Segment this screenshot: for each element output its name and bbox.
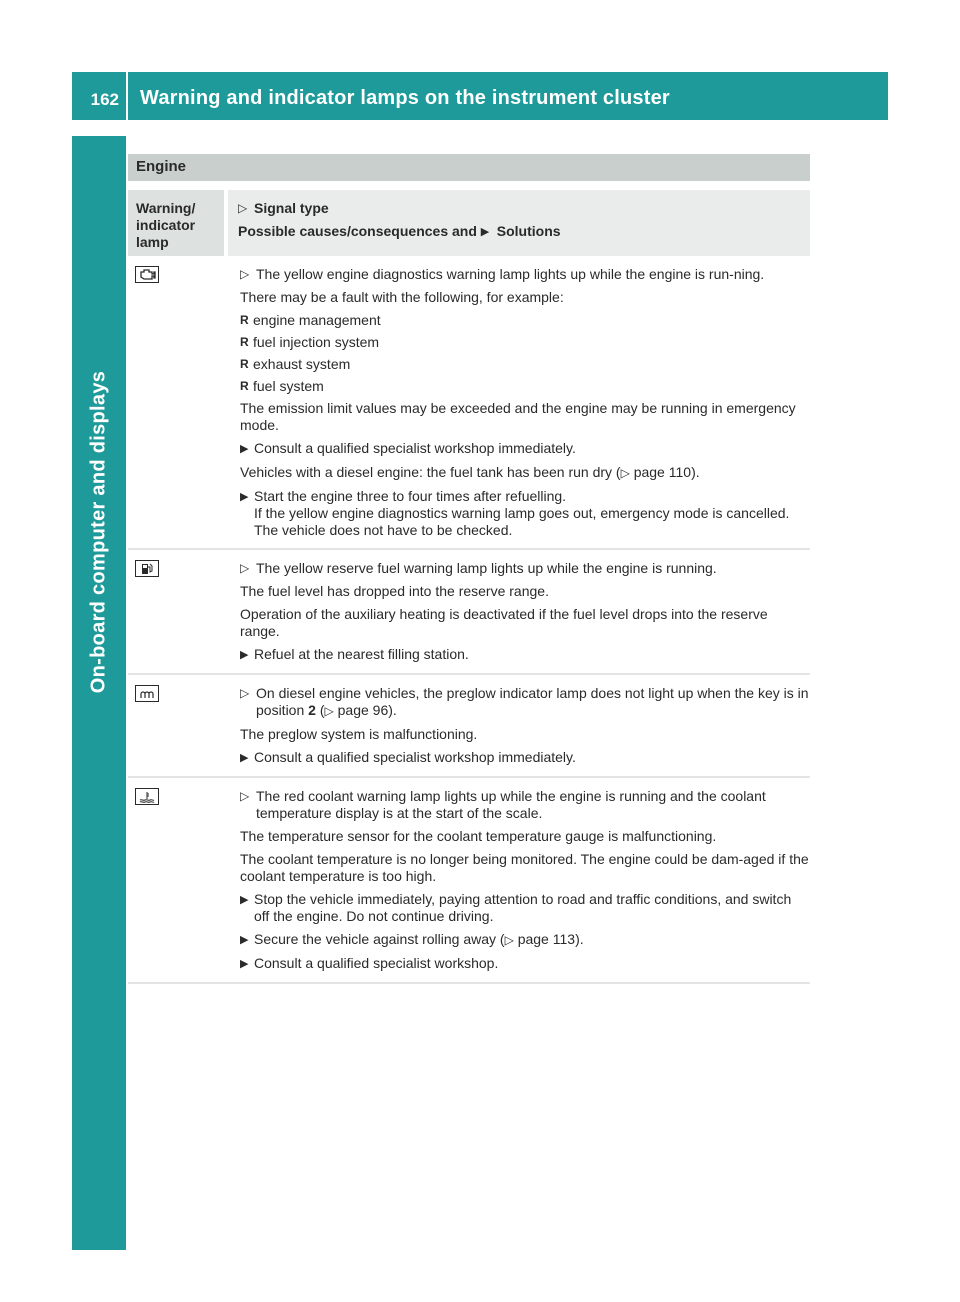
table-row: ▷ On diesel engine vehicles, the preglow indicator lamp does not light up when the key is in position 2 (▷ page 96). The preglow system is malfunctioning. ▶ Consult a qualified specialist workshop immediately. bbox=[128, 675, 810, 778]
page-number: 162 bbox=[72, 72, 126, 120]
signal-symbol-icon: ▷ bbox=[238, 201, 248, 215]
action-arrow-icon: ▶ bbox=[240, 958, 249, 970]
page-reference-link[interactable]: page 110 bbox=[633, 464, 692, 480]
page-reference-link[interactable]: page 113 bbox=[517, 931, 576, 947]
signal-column-header: ▷ Signal type Possible causes/consequences and ▶ Solutions bbox=[228, 190, 810, 256]
preglow-icon bbox=[135, 685, 159, 702]
solution-symbol-icon: ▶ bbox=[480, 225, 490, 238]
table-row: ▷ The yellow reserve fuel warning lamp lights up while the engine is running. The fuel level has dropped into the reserve range. Operation of the auxiliary heating is deactivated if the fuel level drops into the reserve range. ▶ Refuel at the nearest filling station. bbox=[128, 550, 810, 675]
signal-icon: ▷ bbox=[240, 789, 250, 803]
engine-diagnostics-icon bbox=[135, 266, 159, 283]
action-arrow-icon: ▶ bbox=[240, 752, 249, 764]
table-row: ▷ The yellow engine diagnostics warning lamp lights up while the engine is run-ning. There may be a fault with the following, for example: R engine management R fuel injection system R exhaust system R fuel system The emission limit values may be exceeded and the engine may be running in emergency mode. ▶ Consult a qualified specialist workshop immediately. Vehicles with a diesel engine: the fuel tank has been run dry (▷ page 110). ▶ Start the engine three to four times after refuelling. If the yellow engine diagnostics warning lamp goes out, emergency mode is cancelled. The vehicle does not have to be checked. bbox=[128, 256, 810, 550]
action-arrow-icon: ▶ bbox=[240, 649, 249, 661]
action-arrow-icon: ▶ bbox=[240, 443, 249, 455]
side-tab-label: On-board computer and displays bbox=[87, 370, 110, 694]
page-reference-link[interactable]: page 96 bbox=[337, 702, 389, 718]
table-row: ▷ The red coolant warning lamp lights up while the engine is running and the coolant temperature display is at the start of the scale. The temperature sensor for the coolant temperature gauge is malfunctioning. The coolant temperature is no longer being monitored. The engine could be dam-aged if the coolant temperature is too high. ▶ Stop the vehicle immediately, paying attention to road and traffic conditions, and switch off the engine. Do not continue driving. ▶ Secure the vehicle against rolling away (▷ page 113). ▶ Consult a qualified specialist workshop. bbox=[128, 778, 810, 984]
page-title: Warning and indicator lamps on the instrument cluster bbox=[128, 72, 888, 120]
action-arrow-icon: ▶ bbox=[240, 894, 249, 906]
action-arrow-icon: ▶ bbox=[240, 491, 249, 503]
warning-table bbox=[128, 256, 810, 984]
coolant-temperature-icon bbox=[135, 788, 159, 805]
table-header bbox=[128, 190, 810, 256]
reserve-fuel-icon bbox=[135, 560, 159, 577]
section-title: Engine bbox=[128, 154, 810, 181]
signal-icon: ▷ bbox=[240, 267, 250, 281]
action-arrow-icon: ▶ bbox=[240, 934, 249, 946]
signal-icon: ▷ bbox=[240, 686, 250, 700]
lamp-column-header: Warning/ indicator lamp bbox=[128, 190, 224, 256]
signal-icon: ▷ bbox=[240, 561, 250, 575]
